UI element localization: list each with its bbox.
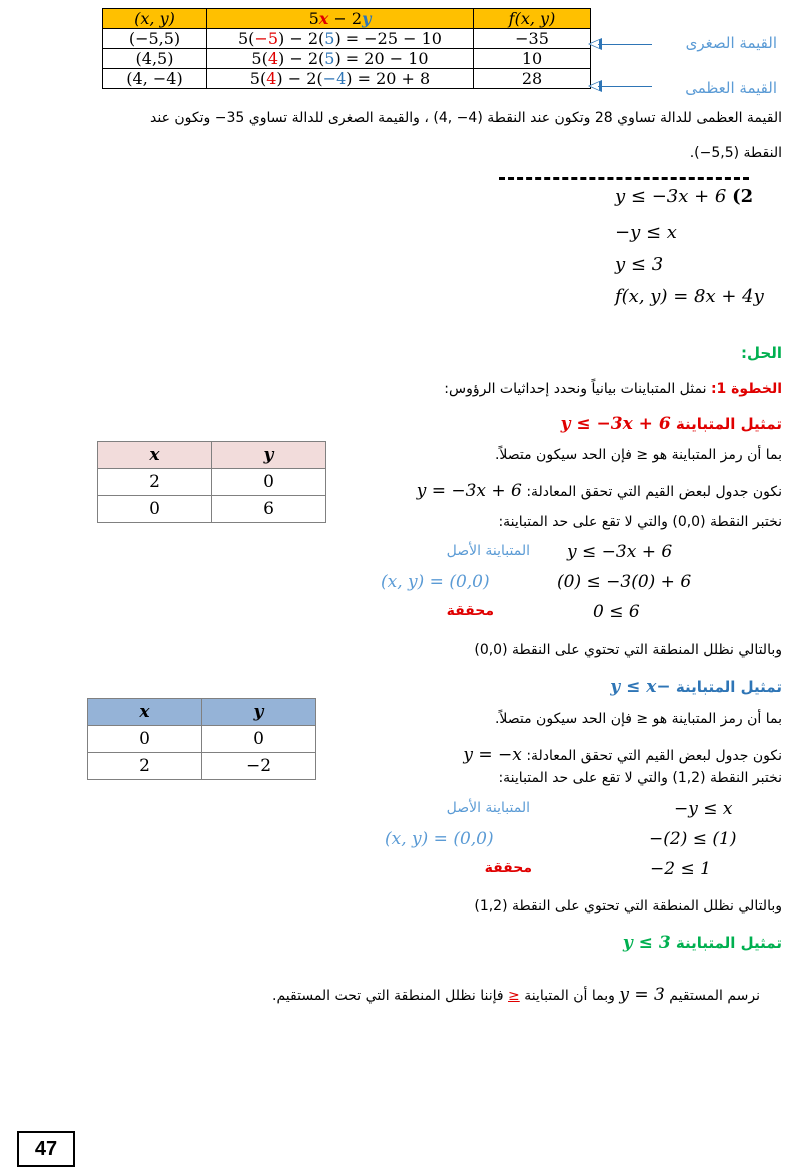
cell-value: 28 <box>474 69 591 89</box>
section1-test-math-1: y ≤ −3x + 6 <box>567 542 673 562</box>
page-number: 47 <box>17 1131 75 1167</box>
section2-test-label-3: محققة <box>484 860 532 876</box>
cell-point: (−5,5) <box>103 29 207 49</box>
conclusion-line-1: القيمة العظمى للدالة تساوي 28 وتكون عند النقطة (4− ,4) ، والقيمة الصغرى للدالة تساوي 35− وتكون عند <box>150 110 782 126</box>
section1-test-math-2: (0) ≤ −3(0) + 6 <box>557 572 692 592</box>
section1-test-label-2: (x, y) = (0,0) <box>381 572 490 592</box>
min-label: القيمة الصغرى <box>685 34 777 52</box>
section1-test-math-3: 0 ≤ 6 <box>593 602 640 622</box>
header-expression: 5x − 2y <box>207 9 474 29</box>
section1-line-4: وبالتالي نظلل المنطقة التي تحتوي على النقطة (0,0) <box>474 642 782 658</box>
cell-expression: 5(4) − 2(5) = 20 − 10 <box>207 49 474 69</box>
section1-line-3: نختبر النقطة (0,0) والتي لا تقع على حد المتباينة: <box>498 514 782 530</box>
section2-test-math-1: −y ≤ x <box>674 799 733 819</box>
max-arrow-line <box>598 86 652 87</box>
table-row: 2 −2 <box>88 753 316 780</box>
cell-point: (4, −4) <box>103 69 207 89</box>
solution-label: الحل: <box>741 344 782 362</box>
step1-label: الخطوة 1: <box>710 381 782 397</box>
cell-value: 10 <box>474 49 591 69</box>
problem-ineq-3: y ≤ 3 <box>615 254 664 275</box>
table-header-x: x <box>88 699 202 726</box>
section1-title: تمثيل المتباينة y ≤ −3x + 6 <box>560 414 782 434</box>
table-header-y: y <box>202 699 316 726</box>
section1-table <box>97 441 326 523</box>
min-arrow-line <box>598 44 652 45</box>
section3-line-1: نرسم المستقيم y = 3 وبما أن المتباينة ≤ فإننا نظلل المنطقة التي تحت المستقيم. <box>272 985 760 1005</box>
section2-line-3: نختبر النقطة (1,2) والتي لا تقع على حد المتباينة: <box>498 770 782 786</box>
problem-ineq-2: −y ≤ x <box>615 222 677 243</box>
table-row: 2 0 <box>98 469 326 496</box>
section3-title: تمثيل المتباينة y ≤ 3 <box>622 933 782 953</box>
section1-test-label-3: محققة <box>446 603 494 619</box>
section2-line-4: وبالتالي نظلل المنطقة التي تحتوي على النقطة (1,2) <box>474 898 782 914</box>
max-label: القيمة العظمى <box>685 79 777 97</box>
section2-title: تمثيل المتباينة −y ≤ x <box>610 677 782 697</box>
table-row <box>103 49 591 69</box>
section2-test-math-3: −2 ≤ 1 <box>650 859 711 879</box>
section2-line-2: نكون جدول لبعض القيم التي تحقق المعادلة: y = −x <box>463 745 782 765</box>
values-table-header <box>103 9 591 29</box>
conclusion-line-2: النقطة (5,5−). <box>689 145 782 161</box>
step1-line: الخطوة 1: نمثل المتباينات بيانياً ونحدد إحداثيات الرؤوس: <box>444 381 782 397</box>
cell-value: −35 <box>474 29 591 49</box>
section2-line-1: بما أن رمز المتباينة هو ≤ فإن الحد سيكون متصلاً. <box>494 711 782 727</box>
section1-line-2: نكون جدول لبعض القيم التي تحقق المعادلة: y = −3x + 6 <box>416 481 782 501</box>
table-header-y: y <box>212 442 326 469</box>
section2-table <box>87 698 316 780</box>
cell-point: (4,5) <box>103 49 207 69</box>
problem-number: (2 <box>732 186 754 207</box>
values-table <box>102 8 591 89</box>
cell-expression: 5(−5) − 2(5) = −25 − 10 <box>207 29 474 49</box>
cell-expression: 5(4) − 2(−4) = 20 + 8 <box>207 69 474 89</box>
table-header-x: x <box>98 442 212 469</box>
header-value: f(x, y) <box>474 9 591 29</box>
section1-test-label-1: المتباينة الأصل <box>446 543 530 559</box>
problem-ineq-1: y ≤ −3x + 6 (2 <box>615 186 754 207</box>
section2-test-label-2: (x, y) = (0,0) <box>385 829 494 849</box>
problem-objective: f(x, y) = 8x + 4y <box>615 286 764 307</box>
table-row: 0 0 <box>88 726 316 753</box>
table-row <box>103 69 591 89</box>
table-row <box>103 29 591 49</box>
header-point: (x, y) <box>103 9 207 29</box>
section2-test-label-1: المتباينة الأصل <box>446 800 530 816</box>
table-row: 0 6 <box>98 496 326 523</box>
separator-dashes <box>499 177 749 180</box>
section1-line-1: بما أن رمز المتباينة هو ≤ فإن الحد سيكون متصلاً. <box>494 447 782 463</box>
section2-test-math-2: −(2) ≤ (1) <box>649 829 737 849</box>
